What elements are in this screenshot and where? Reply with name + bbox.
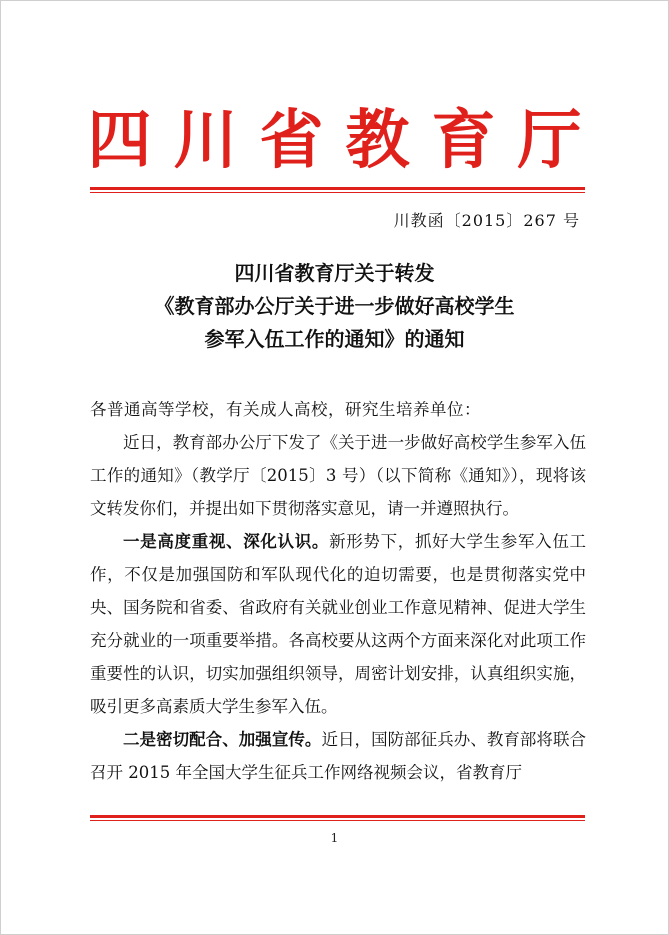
intro-paragraph: 近日，教育部办公厅下发了《关于进一步做好高校学生参军入伍工作的通知》（教学厅〔2015〕3 号）（以下简称《通知》），现将该文转发你们，并提出如下贯彻落实意见，请一并遵照执行。 (90, 433, 586, 518)
header-red-rule-thick (90, 187, 585, 190)
point-2-paragraph (90, 723, 586, 789)
point-1-paragraph (90, 525, 586, 723)
document-body (90, 393, 586, 789)
footer-red-rule-thick (90, 815, 585, 818)
document-title (1, 257, 668, 356)
point-2-heading: 二是密切配合、加强宣传。 (123, 730, 322, 749)
footer-red-rule-thin (90, 820, 585, 821)
point-1-heading: 一是高度重视、深化认识。 (123, 532, 330, 551)
document-number: 川教函〔2015〕267 号 (393, 211, 580, 230)
salutation: 各普通高等学校，有关成人高校，研究生培养单位： (90, 400, 481, 419)
issuing-authority-header: 四川省教育厅 (87, 103, 604, 178)
point-1-text: 新形势下，抓好大学生参军入伍工作，不仅是加强国防和军队现代化的迫切需要，也是贯彻落实党中央、国务院和省委、省政府有关就业创业工作意见精神、促进大学生充分就业的一项重要举措。各高校要从这两个方面来深化对此项工作重要性的认识，切实加强组织领导，周密计划安排，认真组织实施，吸引更多高素质大学生参军入伍。 (90, 532, 587, 716)
point-2-text: 近日，国防部征兵办、教育部将联合召开 2015 年全国大学生征兵工作网络视频会议，省教育厅 (90, 730, 587, 782)
document-title-line-1: 四川省教育厅关于转发 (234, 261, 435, 285)
page-number: 1 (330, 831, 339, 845)
document-title-line-3: 参军入伍工作的通知》的通知 (204, 327, 465, 351)
document-title-line-2: 《教育部办公厅关于进一步做好高校学生 (154, 294, 515, 318)
header-red-rule-thin (90, 192, 585, 193)
